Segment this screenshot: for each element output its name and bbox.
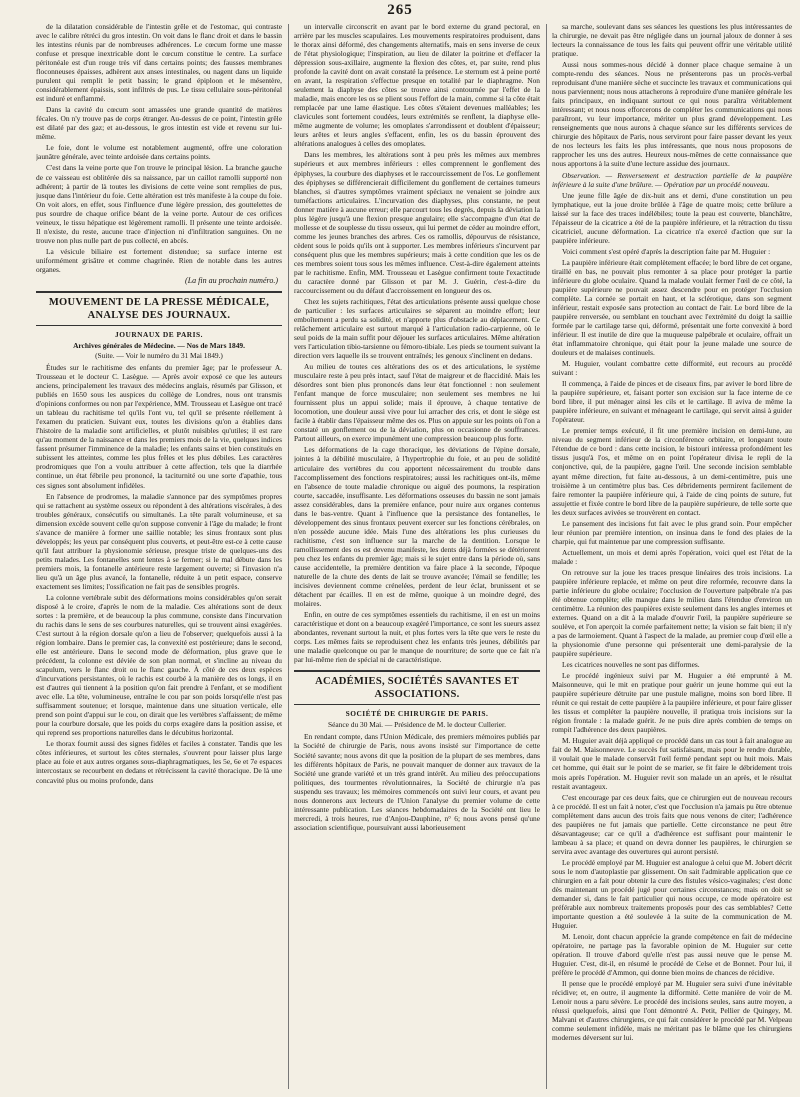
paragraph: Dans les membres, les altérations sont à peu près les mêmes aux membres supérieurs et aux membres inférieurs : elles comprennent le gonflement des épiphyses, la courbure des diaphyses et le raccourcissement de l'os. Le gonflement des épiphyses se différencierait difficilement du gonflement de certaines tumeurs blanches, si d'autres symptômes vraiment spéciaux ne venaient se joindre aux tuméfactions articulaires. L'incurvation des diaphyses, plus constante, ne peut donner matière à aucune erreur; elle parcourt tous les degrés, depuis la déviation la plus légère jusqu'à une flexion presque angulaire; elle s'accompagne d'un état de mollesse et de souplesse du tissu osseux, qui lui permet de céder au moindre effort, comme les jeunes branches des arbres. Ces os ramollis, dépourvus de résistance, cèdent sous le poids qu'ils ont à supporter. Les membres inférieurs s'incurvent par conséquent plus que les membres supérieurs; mais à cette condition que les os de ces membres soient tous sous les mêmes influence. C'est-à-dire également atteints par le rachitisme. Enfin, MM. Trousseau et Lasègue confirment toute l'exactitude du caractère donné par Glisson et par M. J. Guérin, c'est-à-dire du raccourcissement ou du défaut d'accroissement en longueur des os. [294,150,540,295]
column-middle [294,22,540,1091]
paragraph: Le procédé ingénieux suivi par M. Huguier a été emprunté à M. Maisonneuve, qui le mit en pratique pour guérir un jeune homme qui eut la paupière supérieure détruite par une pustule maligne, moins son bord libre. Il réunit ce qui restait de cette paupière à la paupière inférieure, et pour faire glisser les tissus et compléter la paupière nouvelle, il pratiqua trois incisions sur la région frontale : la malade guérit. Je ne puis dire après combien de temps on rompit l'adhérence des deux paupières. [552,671,792,735]
paragraph: Dans la cavité du cœcum sont amassées une grande quantité de matières fécales. On n'y trouve pas de corps étranger. Au-dessus de ce point, l'intestin grêle est dilaté par des gaz; et au-dessous, le gros intestin est vide et revenu sur lui-même. [36,105,282,142]
paragraph: un intervalle circonscrit en avant par le bord externe du grand pectoral, en arrière par les muscles scapulaires. Les mouvements respiratoires produisent, dans le thorax ainsi déformé, des changements alternatifs, mais en sens inverse de ceux de l'état physiologique; l'inspiration, au lieu de dilater la poitrine et d'effacer la dépression sous-axillaire, augmente la flexion des côtes, et, par suite, rend plus profonde la cavité dont on avait constaté la présence. Le sternum est à peine porté en avant, la respiration s'effectue presque en totalité par le diaphragme. Non seulement la diaphyse des côtes se trouve ainsi contournée par l'effet de la maladie, mais encore les os se plient sous l'effort de la main, comme si la côte était remplacée par une lame élastique. Les côtes s'étaient devenues malléables; les clavicules sont fortement coudées, leurs extrémités se renflent, la diaphyse elle-même augmente de volume; les omoplates s'arrondissent et doublent d'épaisseur; leurs arêtes et leurs angles s'effacent, enfin, les os du bassin éprouvent des altérations analogues à celles des omoplates. [294,22,540,149]
paragraph: En rendant compte, dans l'Union Médicale, des premiers mémoires publiés par la Société de chirurgie de Paris, nous avons insisté sur l'importance de cette Société savante; nous avons dit que la position de la plupart de ses membres, dans les différents hôpitaux de Paris, ne pouvait manquer de donner aux travaux de la Société une grande variété et un très grand intérêt. Au milieu des préoccupations politiques, des tourmentes révolutionnaires, la Société de chirurgie n'a pas suspendu ses travaux; les mémoires commencés ont suivi leur cours, et avant peu nous donnerons aux lecteurs de l'Union l'analyse du premier volume de cette intéressante publication. Les séances hebdomadaires de la Société ont lieu le mercredi, à trois heures, rue d'Anjou-Dauphine, n° 6; nous avons pensé qu'une association scientifique, poursuivant aussi laborieusement [294,732,540,832]
paragraph: M. Lenoir, dont chacun apprécie la grande compétence en fait de médecine opératoire, ne partage pas la favorable opinion de M. Huguier sur cette opération. Il trouve d'abord qu'elle n'est pas aussi neuve que le pense M. Huguier. C'est, dit-il, en résumé le procédé de Celse et de Bonnet. Pour lui, il préfère le procédé d'Ammon, qui donne bien moins de chances de récidive. [552,932,792,978]
column-divider [288,24,289,1089]
paragraph: Les déformations de la cage thoracique, les déviations de l'épine dorsale, jointes à la débilité musculaire, à l'hypertrophie du foie, et au peu de solidité articulaire des vertèbres du cou apportent nécessairement du trouble dans l'accomplissement des fonctions respiratoires; aussi les rachitiques ont-ils, même en l'absence de toute maladie chronique ou aiguë des poumons, la respiration courte, saccadée, insuffisante. Les déformations osseuses du bassin ne sont jamais assez considérables, dans la première enfance, pour nuire aux organes contenus dans le bas-ventre. Quant à l'influence que la persistance des fontanelles, le développement des sinus frontaux peuvent exercer sur les fonctions cérébrales, on n'en possède aucune idée. Mais l'une des altérations les plus curieuses du rachitisme, c'est son influence sur la marche de la dentition. Lorsque le ramollissement des os est devenu manifeste, les dents déjà formées se détériorent peu chez les enfants du premier âge; mais si le sujet entre dans la période où, sans cause accidentelle, la première dentition va faire place à la seconde, l'époque naturelle de la chute des dents de lait se trouve avancée; l'émail se fendille; les incisives deviennent comme crénelées, perdent de leur éclat, brunissent et se détachent par écailles. Il en est de même, quoique à un moindre degré, des molaires. [294,445,540,608]
paragraph: de la dilatation considérable de l'intestin grêle et de l'estomac, qui contraste avec le calibre rétréci du gros intestin. On voit dans le flanc droit et dans le bassin les intestins réunis par de nombreuses adhérences. Le cœcum forme une masse confuse et presque inextricable dont le cœcum constitue le centre. La surface péritonéale est d'un rouge très vif dans certains points; des fausses membranes floconneuses épaisses, adhèrent aux anses intestinales, ou nagent dans un liquide purulent qui remplit le petit bassin; le grand épiploon et le mésentère, considérablement épaissis, sont infiltrés de pus. Le tissu cellulaire sous-péritonéal est induré et enflammé. [36,22,282,104]
paragraph: Les cicatrices nouvelles ne sont pas difformes. [562,660,700,670]
paragraph: Le foie, dont le volume est notablement augmenté, offre une coloration jaunâtre générale, avec teinte ardoisée dans certains points. [36,143,282,162]
paragraph: La paupière inférieure était complètement effacée; le bord libre de cet organe, tiraillé en bas, ne pouvait plus remonter à sa place pour protéger la partie inférieure du globe oculaire. Quand la malade voulait fermer l'œil de ce côté, la paupière supérieure ne pouvait assez descendre pour en protéger l'occlusion complète. La cornée se portait en haut, et la sclérotique, dans son segment inférieur, restait exposée sans protection au contact de l'air. Le bord libre de la paupière renversée, ou semblant en touchant avec l'extrémité du doigt la saillie formée par le cartilage tarse qui, déformé, présentait une forte convexité à bord inférieur. Il est inutile de dire que la muqueuse palpébrale et oculaire, offrait un état inflammatoire chronique, qui était pour la jeune malade une source de douleurs et de malaises continuels. [552,257,792,358]
paragraph: Voici comment s'est opéré d'après la description faite par M. Huguier : [562,246,771,256]
paragraph: Il commença, à l'aide de pinces et de ciseaux fins, par aviver le bord libre de la paupière supérieure, et, faisant porter son excision sur la face interne de ce bord libre, il put ménager ainsi les cils et le cartilage. Il aviva de même la paupière inférieure, en suivant et ménageant le cartilage, qui servit ainsi à guider l'opérateur. [552,379,792,425]
paragraph: M. Huguier, voulant combattre cette difformité, eut recours au procédé suivant : [552,359,792,378]
paragraph: Une jeune fille âgée de dix-huit ans et demi, d'une constitution un peu lymphatique, eut la joue droite brûlée à l'âge de quatre mois; cette brûlure a laissé sur la face des traces indélébiles; toute la peau est couverte, blanchâtre, l'épaisseur de la cicatrice a été de la paupière inférieure, et la rétraction du tissu cicatriciel, aucune déformation. La cicatrice n'a exercé d'action que sur la paupière inférieure. [552,190,792,245]
paragraph: Études sur le rachitisme des enfants du premier âge; par le professeur A. Trousseau et le docteur C. Lasègue. — Après avoir exposé ce que les auteurs anciens, principalement les travaux des médecins anglais, résumés par Glisson, et publiés en 1650 sous les auspices du collège de Londres, nous ont transmis d'opinions conformes ou non par l'expérience, MM. Trousseau et Lasègue ont tracé un tableau du rachitisme tel qu'ils l'ont vu, tel qu'il se présente réellement à l'examen du praticien. Suivant eux, toutes les divisions qu'on a établies dans l'histoire de la maladie sont artificielles, et plutôt nuisibles qu'utiles; il est rare qu'au moment de la naissance et dans les premiers mois de la vie, quelques indices fassent présumer l'imminence de la maladie; les enfants sains et bien constitués en subissent les atteintes, comme les plus frêles et les plus débiles. Les caractères prodromiques que l'on a voulu attribuer à cette affection, tels que la diarrhée continue, un état fébrile peu prononcé, la taciturnité ou une sorte d'apathie, tous ces signes sont absolument infidèles. [36,363,282,490]
paragraph: C'est dans la veine porte que l'on trouve le principal lésion. La branche gauche de ce vaisseau est oblitérée dès sa naissance, par un caillot ramolli supporté non adhérent; à partir de là toutes les divisions de cette veine sont remplies de pus, jusque dans l'intérieur du foie. Cette altération est très manifeste à la coupe du foie. On voit alors, en effet, sous l'influence d'une légère pression, des gouttelettes de pus sourdre de chaque orifice béant de la veine porte. Autour de ces orifices veineux, le tissu hépatique est légèrement ramolli. Il présente une teinte ardoisée. Il n'existe, du reste, aucune trace d'injection ni d'infiltration sanguines. On ne trouve non plus nulle part de pus collecté, en abcès. [36,163,282,245]
column-right [552,22,792,1091]
column-divider [546,24,547,1089]
paragraph: sa marche, soulevant dans ses séances les questions les plus intéressantes de la chirurgie, ne devait pas être négligée dans un journal jaloux de donner à ses lecteurs la connaissance de tous les faits qui peuvent offrir une véritable utilité pratique. [552,22,792,59]
paragraph: M. Huguier avait déjà appliqué ce procédé dans un cas tout à fait analogue au fait de M. Maisonneuve. Le succès fut satisfaisant, mais pour le rendre durable, il voulait que le malade conservât l'œil fermé pendant sept ou huit mois. Mais cet homme, qui était sur le point de se marier, se fit faire le débridement trois mois après l'opération. M. Huguier revit son malade un an après, et le résultat restait avantageux. [552,736,792,791]
paragraph: Aussi nous sommes-nous décidé à donner place chaque semaine à un compte-rendu des séances. Nous ne présenterons pas un procès-verbal reproduisant d'une manière sèche et succincte les travaux et communications qui nous parviennent; nous nous attacherons à reproduire d'une manière générale les faits principaux, en indiquant surtout ce qui nous paraîtra véritablement intéressant; et nous nous efforcerons de compléter les communications qui nous paraîtront, vu leur importance, mériter un plus grand développement. Les renseignements que nous aurons à chaque séance sur les différents services de chirurgie des hôpitaux de Paris, nous serviront pour faire passer devant les yeux de nos lecteurs les faits les plus intéressants, que nous nous proposons de rapprocher les uns des autres. Heureux nous-mêmes de cette connaissance que nous apportons à la suite d'une lecture assidue des journaux. [552,60,792,169]
paragraph: Il pense que le procédé employé par M. Huguier sera suivi d'une inévitable récidive; et, en outre, il augmente la difformité. Cette manière de voir de M. Lenoir nous a paru sévère. Le procédé des incisions seules, sans autre moyen, a réussi quelquefois, ainsi que l'ont démontré A. Petit, Pellier de Quingey, M. Malvani et d'autres chirurgiens, ce qui fait considérer le procédé par M. Velpeau comme seulement infidèle, mais ne méritant pas le blâme que les chirurgiens modernes déversent sur lui. [552,979,792,1043]
paragraph: Le pansement des incisions fut fait avec le plus grand soin. Pour empêcher leur réunion par première intention, on insinua dans le fond des plaies de la charpie, qui fut maintenue par une compression suffisante. [552,518,792,546]
paragraph: Le procédé employé par M. Huguier est analogue à celui que M. Jobert décrit sous le nom d'autoplastie par glissement. On sait l'admirable application que ce chirurgien en a fait pour obtenir la cure des fistules vésico-vaginales; c'est donc dès maintenant un procédé jugé pour certaines circonstances; mais on doit se demander si, dans le fait particulier qui nous occupe, ce mode opératoire est préférable aux nombreux traitements proposés pour des cas semblables? Cette importante question a été soulevée à la suite de la communication de M. Huguier. [552,857,792,930]
paragraph: Chez les sujets rachitiques, l'état des articulations présente aussi quelque chose de particulier : les surfaces articulaires se séparent au moindre effort; leur emboîtement a perdu sa solidité, et n'apporte plus d'obstacle au déplacement. Ce relâchement articulaire est surtout marqué à l'articulation radio-carpienne, où le seul poids de la main suffit pour déjouer les surfaces articulaires. Même altération vers l'articulation tibio-tarsienne ou fémoro-tibiale. Les pieds se tournent suivant la direction vers laquelle ils se trouvent entraînés; les genoux s'inclinent en dedans. [294,296,540,361]
observation-title: Observation. — Renversement et destruction partielle de la paupière inférieure à la suite d'une brûlure. — Opération par un procédé nouveau. [552,170,792,189]
article-continuation [36,22,282,285]
paragraph: La vésicule biliaire est fortement distendue; sa surface interne est uniformément grisâtre et comme chagrinée. Rien de notable dans les autres organes. [36,246,282,274]
paragraph: Le thorax fournit aussi des signes fidèles et faciles à constater. Tandis que les côtes inférieures, et surtout les côtes sternales, s'ouvrent pour laisser plus large place au foie et aux autres organes sous-diaphragmatiques, les 5e, 6e et 7e espaces intercostaux se recourbent en dedans et rétrécissent la cavité thoracique. De là une concavité plus ou moins profonde, dans [36,739,282,785]
paragraph: C'est encourage par ces deux faits, que ce chirurgien eut de nouveau recours à ce procédé. Il est un fait à noter, c'est que l'occlusion n'a jamais pu être obtenue complètement dans aucun des trois faits que nous venons de citer; l'adhérence des paupières ne fut jamais que partielle. Cette circonstance ne peut être désavantageuse; car ce qu'il a d'adhérence est suffisant pour maintenir le lambeau à sa place; et quand on devra donner les paupières, le chirurgien se servira avec avantage des ouvertures qui auront persisté. [552,792,792,856]
paragraph: Actuellement, un mois et demi après l'opération, voici quel est l'état de la malade : [552,547,792,566]
section-title-academies: ACADÉMIES, SOCIÉTÉS SAVANTES ET ASSOCIATIONS. [294,670,540,705]
session-line: Séance du 30 Mai. — Présidence de M. le docteur Cullerier. [328,720,506,730]
paragraph: La colonne vertébrale subit des déformations moins considérables qu'on serait disposé à le croire, d'après le nom de la maladie. Ces altérations sont de deux sortes : la première, et de beaucoup la plus commune, consiste dans l'incurvation du rachis dans le sens de ses courbures naturelles, qui se trouvent ainsi exagérées. C'est surtout à la région dorsale qu'on a lieu de l'observer; quelquefois aussi à la région lombaire. Dans le premier cas, la convexité est postérieure; dans le second, elle est antérieure. Dans le second mode de déformation, plus grave que le précédent, la colonne est déviée de son plan normal, et s'incline au niveau du scapulum, vers le flanc droit ou le flanc gauche. À côté de ces deux espèces d'incurvations persistantes, où le rachis est courbé à la manière des os longs, il en est d'autres qui tiennent à la position qu'on fait prendre à l'enfant, et se modifient avec elle. La tête, volumineuse, entraîne le cou par son poids lorsqu'elle n'est pas suffisamment soutenue; et lorsque, maintenue dans une situation verticale, elle prend son point d'appui sur le cou, on dirait que les vertèbres s'affaissent; de même pour la courbure dorsale, que les poids du corps exagère dans la position assise, et qui reprend ses proportions naturelles dans le décubitus horizontal. [36,592,282,738]
paragraph: On retrouve sur la joue les traces presque linéaires des trois incisions. La paupière inférieure replacée, et même on peut dire reformée, recouvre dans la partie inférieure du globe oculaire; l'occlusion de l'ouverture palpébrale n'a pas été obtenue complète; elle manque dans le milieu dans l'étendue d'environ un centimètre. La réunion des paupières existe seulement dans les angles internes et externes. Quand on a dit à la malade d'ouvrir l'œil, la paupière supérieure se soulève, et l'on aperçoit la cornée parfaitement nette; la vision se fait bien; il n'y a pas de larmoiement. Quant à l'aspect de la malade, au premier coup d'œil elle a la physionomie d'une personne qui présenterait une demi-paralysie de la paupière supérieure. [552,567,792,659]
paragraph: Enfin, en outre de ces symptômes essentiels du rachitisme, il en est un moins caractéristique et dont on a beaucoup exagéré l'importance, ce sont les sueurs assez abondantes, revenant surtout la nuit, et plus fortes vers la tête que vers le reste du corps. Les mêmes faits se reproduisent chez les enfants très jeunes, débilités par une maladie quelconque ou par le manque de nourriture; de sorte que ce fait n'a par lui-même rien de spécial ni de caractéristique. [294,610,540,665]
continuation-note: (La fin au prochain numéro.) [185,275,278,285]
paragraph: Au milieu de toutes ces altérations des os et des articulations, le système musculaire reste à peu près intact, sauf l'état de maigreur et de flaccidité. Mais les désordres sont bien plus prononcés dans leur état fonctionnel : non seulement l'enfant manque de force musculaire; non seulement ses membres ne lui fournissent plus un appui solide; mais il éprouve, à chaque tentative de locomotion, une douleur aussi vive pour lui arracher des cris, et dont le siège est facile à établir dans l'épaisseur même des os. Plus on appuie sur les points où l'on a constaté un gonflement ou de la déviation, plus on occasionne de souffrances. Partout ailleurs, on exerce impunément une compression beaucoup plus forte. [294,362,540,444]
column-left [36,22,282,1091]
paragraph: En l'absence de prodromes, la maladie s'annonce par des symptômes propres qui se rattachent au système osseux ou répondent à des altérations viscérales, à des troubles généraux, consécutifs ou simultanés. La tête paraît volumineuse, et sa dimension excède souvent celle qu'on suppose convenir à l'âge du malade; le front s'avance de manière à former une saillie notable; les sinus frontaux sont plus développés; les yeux par conséquent plus couverts, et peut-être est-ce à cette cause qu'il faut attribuer la physionomie sérieuse, presque triste de quelques-uns des petits malades. Les fontanelles sont lentes à se fermer; si le mal débute dans les premiers mois, la fontanelle antérieure reste largement ouverte; si l'invasion n'a lieu qu'à un âge plus avancé, la fontanelle, réduite à un petit espace, conserve exactement ses limites; l'ossification ne fait pas de sensibles progrès. [36,491,282,591]
subsection-title: JOURNAUX DE PARIS. [115,330,203,340]
page-number: 265 [387,2,413,18]
section-title-press: MOUVEMENT DE LA PRESSE MÉDICALE, ANALYSE DES JOURNAUX. [36,291,282,326]
journal-line: Archives générales de Médecine. — Nos de Mars 1849. [73,341,245,351]
journal-suite: (Suite. — Voir le numéro du 31 Mai 1849.) [95,351,223,361]
paragraph: Le premier temps exécuté, il fit une première incision en demi-lune, au niveau du segment inférieur de la circonférence orbitaire, et longeant toute l'étendue de ce bord : dans cette incision, le bistouri intéressa profondément les tissus jusqu'à l'os, et même on en point l'opérateur divisa le repli de la conjonctive, qui, de la paupière, gagne l'œil. Une seconde incision semblable ayant même direction, fut faite au-dessous, à un demi-centimètre, puis une troisième à un centimètre plus bas. Ces débridements permirent facilement de faire remonter la paupière inférieure qui, à l'aide de cinq points de suture, fut assujettie et fixée contre le bord libre de la paupière supérieure, de telle sorte que les deux surfaces avivées se trouvèrent en contact. [552,426,792,517]
subsection-title: SOCIÉTÉ DE CHIRURGIE DE PARIS. [345,709,489,719]
